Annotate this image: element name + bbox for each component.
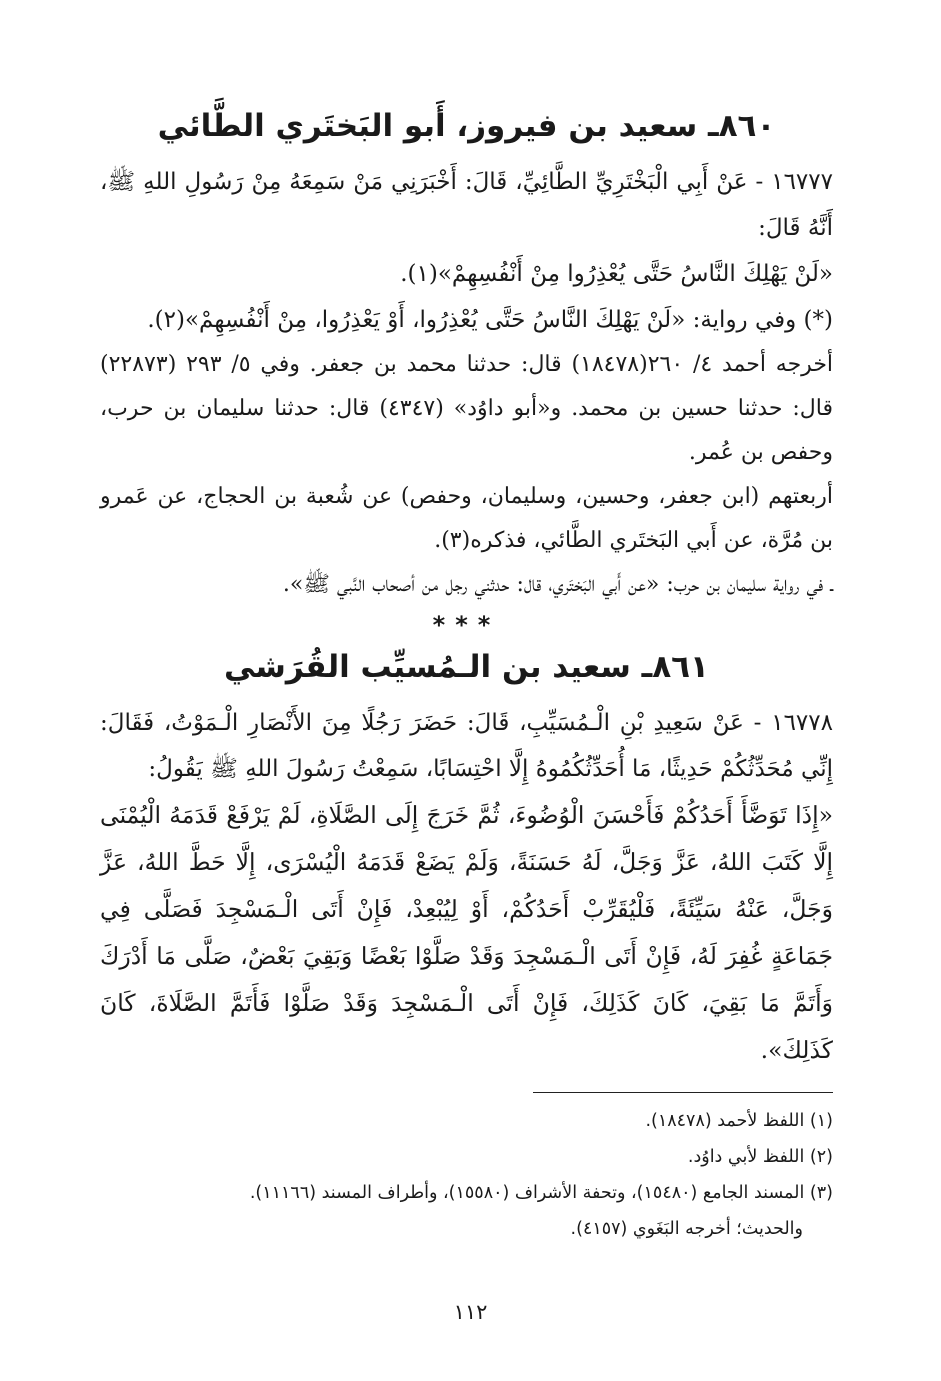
footnote-1: (١) اللفظ لأحمد (١٨٤٧٨).: [645, 1111, 833, 1132]
hadith-16777-text: «لَنْ يَهْلِكَ النَّاسُ حَتَّى يُعْذِرُوا مِنْ أَنْفُسِهِمْ»(١).: [400, 261, 833, 288]
takhrij-paragraph-2: أربعتهم (ابن جعفر، وحسين، وسليمان، وحفص) عن شُعبة بن الحجاج، عن عَمرو بن مُرَّة، عن أَبي البَختَري الطَّائي، فذكره(٣).: [100, 484, 833, 554]
narration-note: ـ في رواية سليمان بن حرب: «عن أَبي البَختَري، قال: حدثني رجل من أصحاب النَّبي ﷺ».: [282, 572, 833, 598]
footnote-3: (٣) المسند الجامع (١٥٤٨٠)، وتحفة الأشراف (١٥٥٨٠)، وأطراف المسند (١١١٦٦).: [249, 1183, 833, 1204]
section-title-860: ٨٦٠ـ سعيد بن فيروز، أَبو البَختَري الطَّائي: [157, 108, 776, 144]
footnotes: [100, 1103, 833, 1247]
takhrij-paragraph-1: أخرجه أحمد ٤/ ٢٦٠(١٨٤٧٨) قال: حدثنا محمد بن جعفر. وفي ٥/ ٢٩٣ (٢٢٨٧٣) قال: حدثنا حسين بن محمد. و«أبو داوُد» (٤٣٤٧) قال: حدثنا سليمان بن حرب، وحفص بن عُمر.: [100, 352, 834, 466]
footnote-3-continuation: والحديث؛ أخرجه البَغَوي (٤١٥٧).: [570, 1219, 803, 1240]
hadith-16777-variant: (*) وفي رواية: «لَنْ يَهْلِكَ النَّاسُ حَتَّى يُعْذِرُوا، أَوْ يَعْذِرُوا، مِنْ أَنْفُسِهِمْ»(٢).: [147, 307, 833, 334]
footnote-divider: [533, 1092, 833, 1093]
page-number: ١١٢: [453, 1300, 488, 1324]
hadith-16778-intro: ١٦٧٧٨ - عَنْ سَعِيدِ بْنِ الْـمُسَيِّبِ، قَالَ: حَضَرَ رَجُلًا مِنَ الأَنْصَارِ الْـمَوْتُ، فَقَالَ: إِنِّي مُحَدِّثُكُمْ حَدِيثًا، مَا أُحَدِّثُكُمُوهُ إِلَّا احْتِسَابًا، سَمِعْتُ رَسُولَ اللهِ ﷺ يَقُولُ:: [100, 710, 833, 783]
hadith-16778-text: «إِذَا تَوَضَّأَ أَحَدُكُمْ فَأَحْسَنَ الْوُضُوءَ، ثُمَّ خَرَجَ إِلَى الصَّلَاةِ، لَمْ يَرْفَعْ قَدَمَهُ الْيُمْنَى إِلَّا كَتَبَ اللهُ، عَزَّ وَجَلَّ، لَهُ حَسَنَةً، وَلَمْ يَضَعْ قَدَمَهُ الْيُسْرَى، إِلَّا حَطَّ اللهُ، عَزَّ وَجَلَّ، عَنْهُ سَيِّئَةً، فَلْيُقَرِّبْ أَحَدُكُمْ، أَوْ لِيُبْعِدْ، فَإِنْ أَتَى الْـمَسْجِدَ فَصَلَّى فِي جَمَاعَةٍ غُفِرَ لَهُ، فَإِنْ أَتَى الْـمَسْجِدَ وَقَدْ صَلَّوْا بَعْضًا وَبَقِيَ بَعْضٌ، صَلَّى مَا أَدْرَكَ وَأَتَمَّ مَا بَقِيَ، كَانَ كَذَلِكَ، فَإِنْ أَتَى الْـمَسْجِدَ وَقَدْ صَلَّوْا فَأَتَمَّ الصَّلَاةَ، كَانَ كَذَلِكَ».: [100, 801, 833, 1065]
hadith-16777-intro: ١٦٧٧٧ - عَنْ أَبِي الْبَخْتَرِيِّ الطَّائِيِّ، قَالَ: أَخْبَرَنِي مَنْ سَمِعَهُ مِنْ رَسُولِ اللهِ ﷺ، أَنَّهُ قَالَ:: [100, 169, 833, 242]
section-title-861: ٨٦١ـ سعيد بن الـمُسيِّب القُرَشي: [224, 649, 709, 686]
footnote-2: (٢) اللفظ لأبي داوُد.: [687, 1147, 833, 1168]
section-separator: ***: [432, 611, 501, 640]
